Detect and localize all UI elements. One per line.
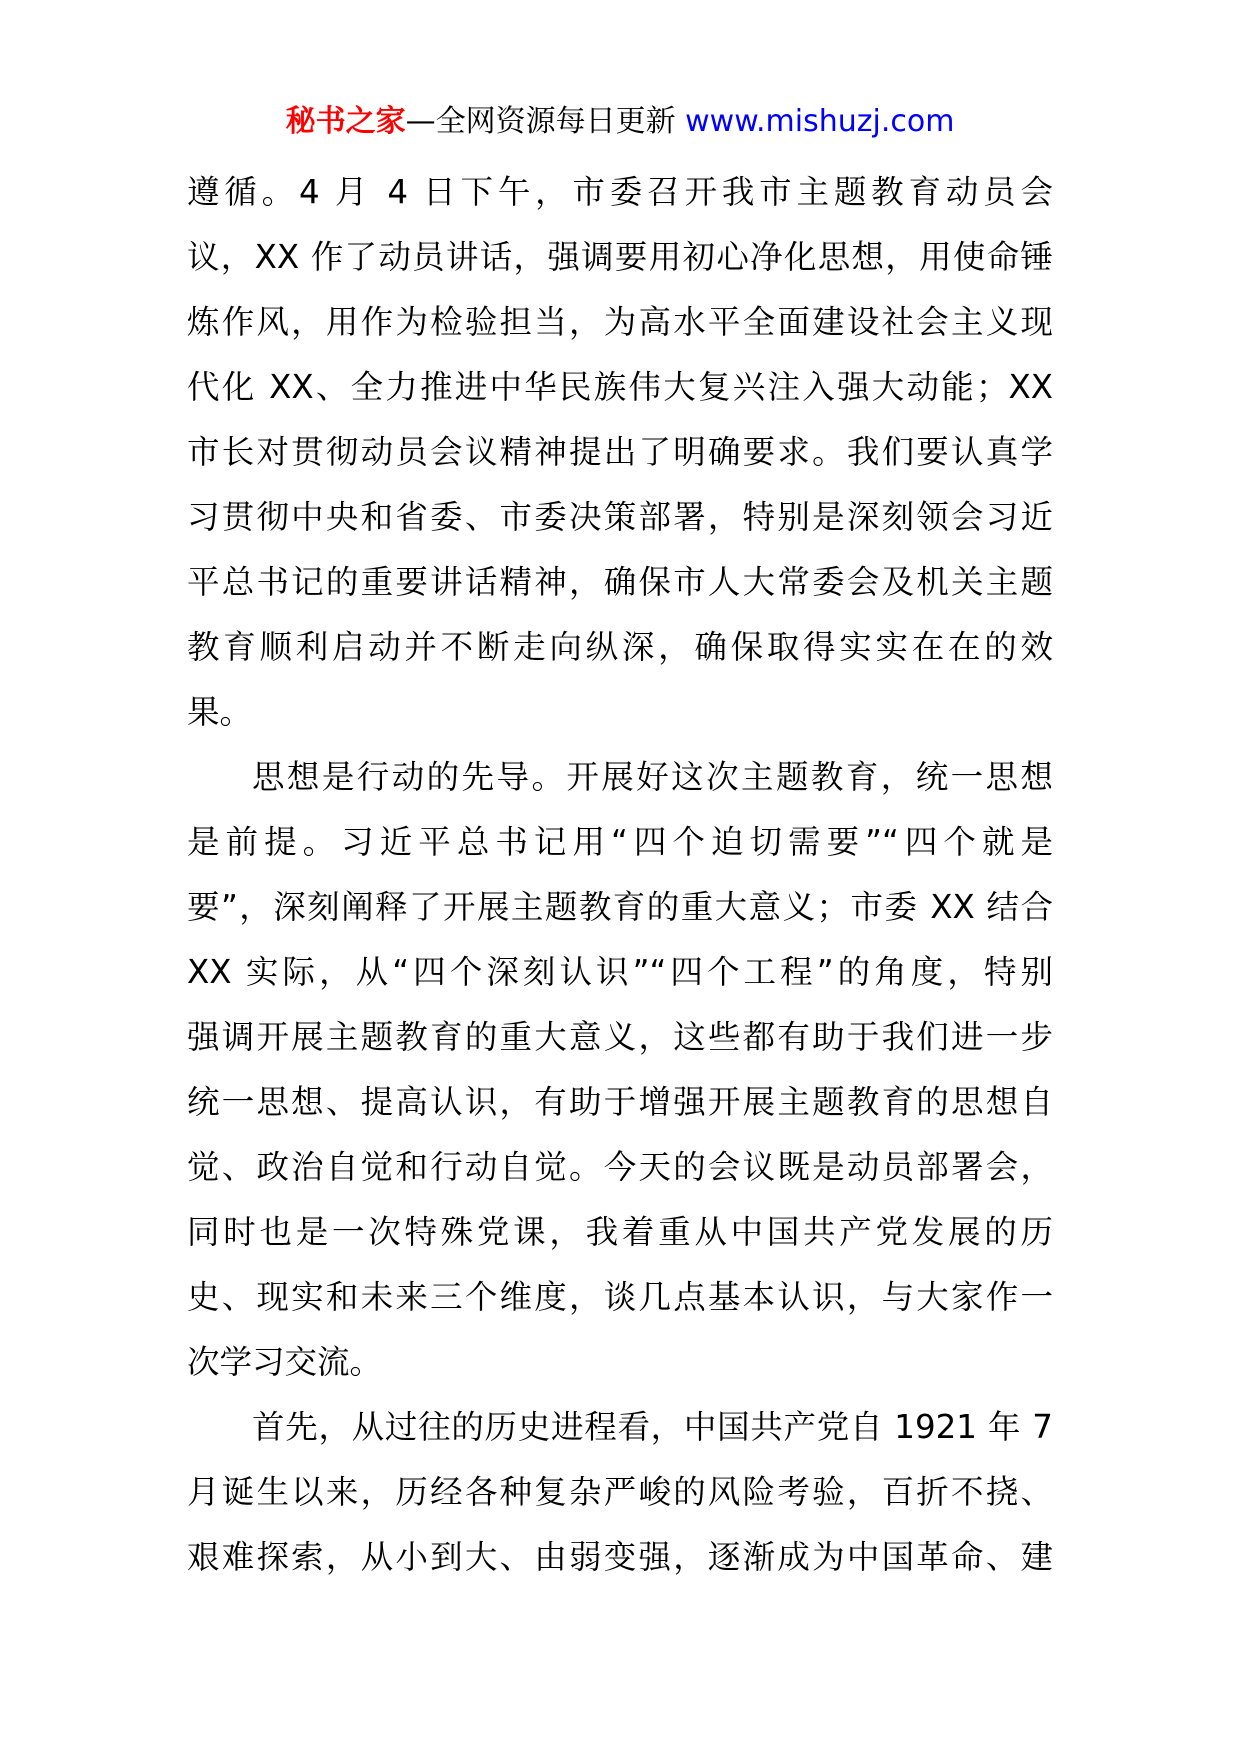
text-line: 是前提。习近平总书记用“四个迫切需要”“四个就是 <box>187 823 1053 861</box>
text-line: 首先，从过往的历史进程看，中国共产党自 1921 年 7 <box>252 1408 1053 1446</box>
text-line: 果。 <box>187 693 253 731</box>
text-line: 月诞生以来，历经各种复杂严峻的风险考验，百折不挠、 <box>187 1473 1053 1511</box>
text-line: XX 实际，从“四个深刻认识”“四个工程”的角度，特别 <box>187 953 1053 991</box>
site-header <box>0 100 1240 144</box>
text-line: 议，XX 作了动员讲话，强调要用初心净化思想，用使命锤 <box>187 238 1053 276</box>
text-line: 教育顺利启动并不断走向纵深，确保取得实实在在的效 <box>187 628 1053 666</box>
paragraph-3 <box>187 1395 1053 1590</box>
text-line: 次学习交流。 <box>187 1343 383 1381</box>
text-line: 史、现实和未来三个维度，谈几点基本认识，与大家作一 <box>187 1278 1053 1316</box>
text-line: 同时也是一次特殊党课，我着重从中国共产党发展的历 <box>187 1213 1053 1251</box>
text-line: 平总书记的重要讲话精神，确保市人大常委会及机关主题 <box>187 563 1053 601</box>
text-line: 思想是行动的先导。开展好这次主题教育，统一思想 <box>252 758 1053 796</box>
text-line: 遵循。4 月 4 日下午，市委召开我市主题教育动员会 <box>187 173 1053 211</box>
text-line: 要”，深刻阐释了开展主题教育的重大意义；市委 XX 结合 <box>187 888 1053 926</box>
text-line: 习贯彻中央和省委、市委决策部署，特别是深刻领会习近 <box>187 498 1053 536</box>
brand-name: 秘书之家 <box>285 104 406 139</box>
header-tagline: —全网资源每日更新 <box>405 104 676 139</box>
paragraph-1 <box>187 160 1053 745</box>
text-line: 炼作风，用作为检验担当，为高水平全面建设社会主义现 <box>187 303 1053 341</box>
text-line: 强调开展主题教育的重大意义，这些都有助于我们进一步 <box>187 1018 1053 1056</box>
paragraph-2 <box>187 745 1053 1395</box>
document-body <box>187 160 1053 1590</box>
text-line: 统一思想、提高认识，有助于增强开展主题教育的思想自 <box>187 1083 1053 1121</box>
text-line: 代化 XX、全力推进中华民族伟大复兴注入强大动能；XX <box>187 368 1053 406</box>
site-url-link[interactable]: www.mishuzj.com <box>685 104 955 139</box>
text-line: 艰难探索，从小到大、由弱变强，逐渐成为中国革命、建 <box>187 1538 1053 1576</box>
text-line: 市长对贯彻动员会议精神提出了明确要求。我们要认真学 <box>187 433 1053 471</box>
text-line: 觉、政治自觉和行动自觉。今天的会议既是动员部署会， <box>187 1148 1053 1186</box>
